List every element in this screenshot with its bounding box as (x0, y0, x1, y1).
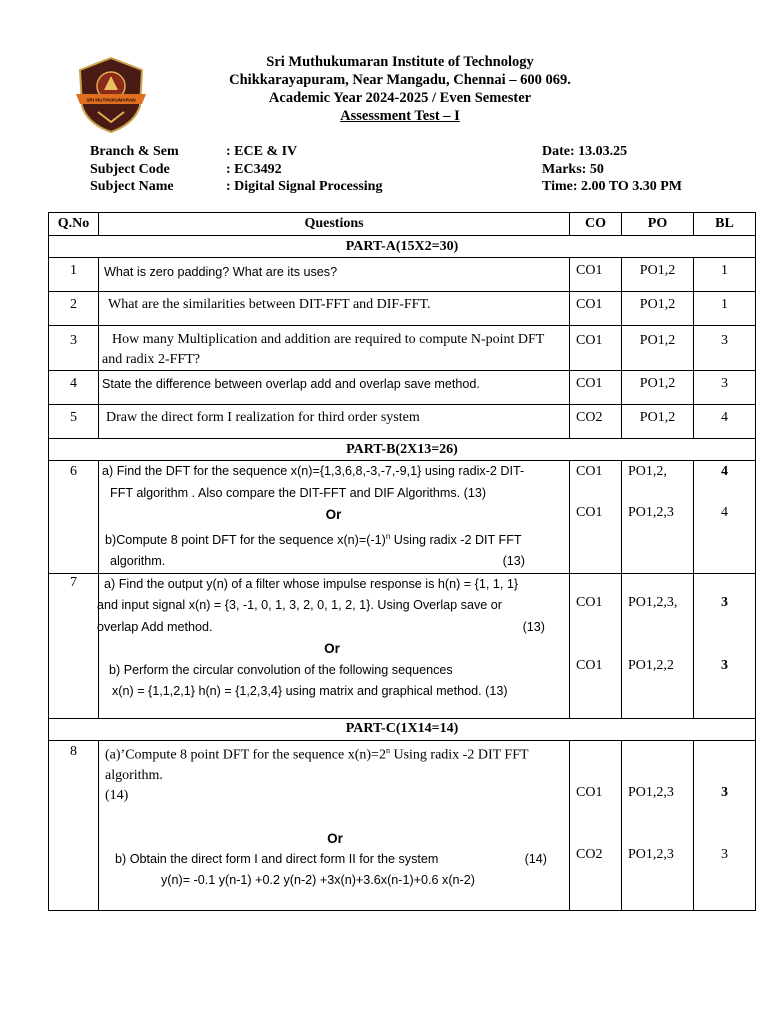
table-row: 7 a) Find the output y(n) of a filter whose impulse response is h(n) = {1, 1, 1} and input signal x(n) = {3, -1, 0, 1, 3, 2, 0, 1, 2, 1}. Using Overlap save or overlap Add method. (13) Or b) Perform the circular convolution of the following sequences x(n) = {1,1,2,1} h(n) = {1,2,3,4} using matrix and graphical method. (13) CO1 CO1 PO1,2,3, PO1,2,2 3 3 (49, 573, 756, 718)
table-row: 4 State the difference between overlap add and overlap save method. CO1 PO1,2 3 (49, 371, 756, 405)
table-row: 5 Draw the direct form I realization for third order system CO2 PO1,2 4 (49, 405, 756, 439)
svg-text:SRI MUTHUKUMARAN: SRI MUTHUKUMARAN (86, 97, 136, 103)
question-6: a) Find the DFT for the sequence x(n)={1,3,6,8,-3,-7,-9,1} using radix-2 DIT- FFT algorithm . Also compare the DIT-FFT and DIF Algorithms. (13) Or b)Compute 8 point DFT for the sequence $x(n)=(-1)^n$ Using radix -2 DIT FFT algorithm. (13) (99, 461, 570, 574)
table-row: 8 (a)’Compute 8 point DFT for the sequence $x(n)=2^n$ Using radix -2 DIT FFT algorithm. (14) Or b) Obtain the direct form I and direct form II for the system (14) y(n)= -0.1 y(n-1) +0.2 y(n-2) +3x(n)+3.6x(n-1)+0.6 x(n-2) CO1 CO2 PO1,2,3 PO1,2,3 3 3 (49, 740, 756, 910)
institute-address: Chikkarayapuram, Near Mangadu, Chennai – 600 069. (229, 72, 571, 88)
part-c-heading: PART-C(1X14=14) (49, 718, 756, 740)
meta-values: : ECE & IV : EC3492 : Digital Signal Processing (226, 144, 383, 194)
question-8: (a)’Compute 8 point DFT for the sequence $x(n)=2^n$ Using radix -2 DIT FFT algorithm. (14) Or b) Obtain the direct form I and direct form II for the system (14) y(n)= -0.1 y(n-1) +0.2 y(n-2) +3x(n)+3.6x(n-1)+0.6 x(n-2) (99, 740, 570, 910)
table-row: 3 How many Multiplication and addition are required to compute N-point DFT and radix 2-FFT? CO1 PO1,2 3 (49, 326, 756, 371)
part-a-heading: PART-A(15X2=30) (49, 236, 756, 258)
academic-year: Academic Year 2024-2025 / Even Semester (268, 90, 532, 106)
exam-info: Date: 13.03.25 Marks: 50 Time: 2.00 TO 3.30 PM (542, 144, 682, 194)
part-b-heading: PART-B(2X13=26) (49, 439, 756, 461)
table-header-row: Q.No Questions CO PO BL (49, 213, 756, 236)
test-title: Assessment Test – I (340, 108, 460, 124)
table-row: 2 What are the similarities between DIT-FFT and DIF-FFT. CO1 PO1,2 1 (49, 292, 756, 326)
question-table (48, 212, 756, 911)
table-row: 1 What is zero padding? What are its uses? CO1 PO1,2 1 (49, 258, 756, 292)
institute-name: Sri Muthukumaran Institute of Technology (266, 54, 534, 70)
meta-labels: Branch & Sem Subject Code Subject Name (90, 144, 179, 194)
question-7: a) Find the output y(n) of a filter whose impulse response is h(n) = {1, 1, 1} and input signal x(n) = {3, -1, 0, 1, 3, 2, 0, 1, 2, 1}. Using Overlap save or overlap Add method. (13) Or b) Perform the circular convolution of the following sequences x(n) = {1,1,2,1} h(n) = {1,2,3,4} using matrix and graphical method. (13) (99, 573, 570, 718)
table-row: 6 a) Find the DFT for the sequence x(n)={1,3,6,8,-3,-7,-9,1} using radix-2 DIT- FFT algorithm . Also compare the DIT-FFT and DIF Algorithms. (13) Or b)Compute 8 point DFT for the sequence $x(n)=(-1)^n$ Using radix -2 DIT FFT algorithm. (13) CO1 CO1 PO1,2, PO1,2,3 4 4 (49, 461, 756, 574)
